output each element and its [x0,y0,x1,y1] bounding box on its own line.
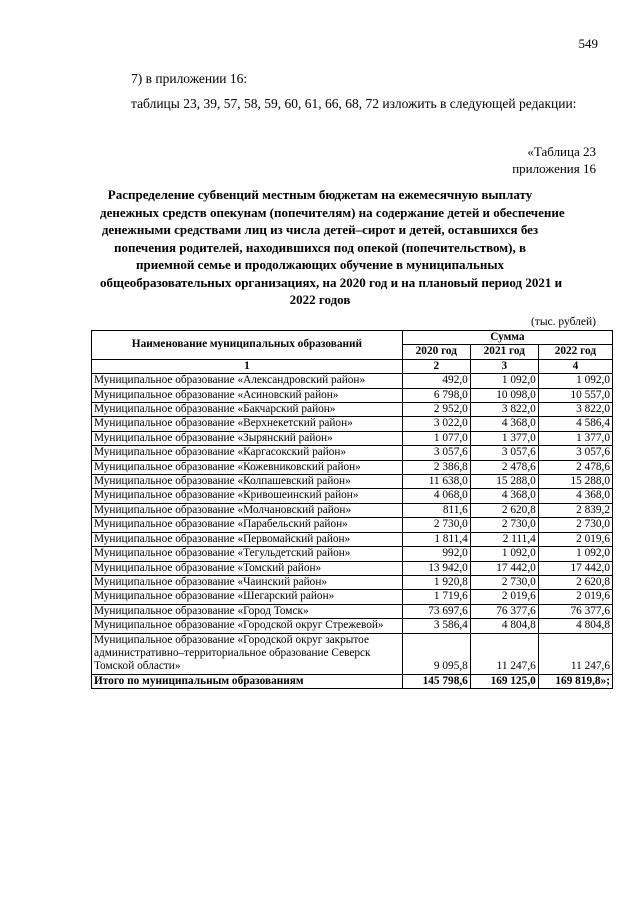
value-2021: 1 377,0 [470,431,538,445]
municipality-name: Муниципальное образование «Верхнекетский район» [92,417,403,431]
value-2021: 3 057,6 [470,446,538,460]
table-row [92,547,613,561]
municipality-name: Муниципальное образование «Зырянский район» [92,431,403,445]
municipality-name: Муниципальное образование «Парабельский район» [92,518,403,532]
value-2020: 1 811,4 [402,532,470,546]
index-cell: 2 [402,359,470,373]
header-sum: Сумма [402,331,612,345]
subvention-table [91,330,613,689]
title-line: попечения родителей, находившихся под опекой (попечительством), в [114,239,526,255]
title-line: Распределение субвенций местным бюджетам на ежемесячную выплату [107,187,533,202]
value-2020: 1 077,0 [402,431,470,445]
value-2022: 2 019,6 [538,532,612,546]
municipality-name: Муниципальное образование «Александровский район» [92,374,403,388]
total-row [92,674,613,688]
value-2020: 3 586,4 [402,619,470,633]
municipality-name: Муниципальное образование «Городской округ Стрежевой» [92,619,403,633]
value-2021: 1 092,0 [470,547,538,561]
table-row [92,446,613,460]
header-2022: 2022 год [538,345,612,359]
value-2022: 4 804,8 [538,619,612,633]
value-2021: 76 377,6 [470,604,538,618]
value-2022: 1 377,0 [538,431,612,445]
table-row [92,460,613,474]
table-reference-appendix: приложения 16 [512,161,596,176]
value-2021: 15 288,0 [470,475,538,489]
value-2020: 4 068,0 [402,489,470,503]
municipality-name: Муниципальное образование «Асиновский район» [92,388,403,402]
header-name: Наименование муниципальных образований [92,331,403,360]
table-row [92,619,613,633]
value-2021: 2 730,0 [470,518,538,532]
municipality-name: Муниципальное образование «Молчановский район» [92,503,403,517]
table-row [92,561,613,575]
value-2022: 2 730,0 [538,518,612,532]
value-2020: 73 697,6 [402,604,470,618]
table-row [92,532,613,546]
intro-line-2: таблицы 23, 39, 57, 58, 59, 60, 61, 66, 68, 72 изложить в следующей редакции: [131,96,577,111]
value-2020: 811,6 [402,503,470,517]
table-row [92,403,613,417]
table-row [92,518,613,532]
total-2021: 169 125,0 [470,674,538,688]
table-row [92,431,613,445]
value-2022: 2 478,6 [538,460,612,474]
municipality-name: Муниципальное образование «Первомайский район» [92,532,403,546]
value-2021: 2 111,4 [470,532,538,546]
municipality-name: Муниципальное образование «Кривошеинский район» [92,489,403,503]
value-2022: 76 377,6 [538,604,612,618]
municipality-name: Муниципальное образование «Тегульдетский район» [92,547,403,561]
title-line: 2022 годов [289,292,351,307]
value-2022: 17 442,0 [538,561,612,575]
title-line: денежными средствами лиц из числа детей–сирот и детей, оставшихся без [101,222,539,237]
value-2020: 492,0 [402,374,470,388]
table-row [92,388,613,402]
value-2021: 11 247,6 [470,633,538,674]
header-2020: 2020 год [402,345,470,359]
value-2022: 3 822,0 [538,403,612,417]
value-2022: 4 368,0 [538,489,612,503]
municipality-name: Муниципальное образование «Колпашевский район» [92,475,403,489]
total-2020: 145 798,6 [402,674,470,688]
value-2020: 6 798,0 [402,388,470,402]
index-cell: 4 [538,359,612,373]
value-2022: 2 019,6 [538,590,612,604]
municipality-name: Муниципальное образование «Бакчарский район» [92,403,403,417]
total-2022: 169 819,8»; [538,674,612,688]
value-2021: 2 730,0 [470,575,538,589]
municipality-name: Муниципальное образование «Городской округ закрытое административно–территориальное образование Северск Томской области» [92,633,403,674]
title-line: приемной семье и продолжающих обучение в муниципальных [136,257,504,272]
table-row [92,374,613,388]
title-line: денежных средств опекунам (попечителям) на содержание детей и обеспечение [100,204,565,220]
table-row [92,417,613,431]
value-2022: 15 288,0 [538,475,612,489]
index-cell: 3 [470,359,538,373]
value-2022: 1 092,0 [538,547,612,561]
value-2022: 11 247,6 [538,633,612,674]
value-2020: 3 022,0 [402,417,470,431]
value-2021: 17 442,0 [470,561,538,575]
intro-line-1: 7) в приложении 16: [131,71,248,86]
value-2022: 2 620,8 [538,575,612,589]
value-2021: 2 620,8 [470,503,538,517]
table-row [92,633,613,674]
value-2022: 4 586,4 [538,417,612,431]
table-reference-number: «Таблица 23 [527,144,596,159]
table-row [92,475,613,489]
value-2021: 1 092,0 [470,374,538,388]
table-row [92,590,613,604]
value-2020: 1 920,8 [402,575,470,589]
municipality-name: Муниципальное образование «Чаинский район» [92,575,403,589]
value-2021: 2 019,6 [470,590,538,604]
municipality-name: Муниципальное образование «Шегарский район» [92,590,403,604]
table-row [92,503,613,517]
value-2021: 4 368,0 [470,489,538,503]
value-2022: 1 092,0 [538,374,612,388]
value-2020: 11 638,0 [402,475,470,489]
document-title [100,186,565,309]
value-2021: 10 098,0 [470,388,538,402]
value-2022: 10 557,0 [538,388,612,402]
page-number: 549 [578,36,598,51]
total-label: Итого по муниципальным образованиям [92,674,403,688]
table-row [92,575,613,589]
value-2020: 9 095,8 [402,633,470,674]
value-2021: 2 478,6 [470,460,538,474]
index-cell: 1 [92,359,403,373]
municipality-name: Муниципальное образование «Каргасокский район» [92,446,403,460]
municipality-name: Муниципальное образование «Город Томск» [92,604,403,618]
value-2022: 2 839,2 [538,503,612,517]
value-2020: 2 730,0 [402,518,470,532]
municipality-name: Муниципальное образование «Кожевниковский район» [92,460,403,474]
title-line: общеобразовательных организациях, на 2020 год и на плановый период 2021 и [100,274,563,290]
header-2021: 2021 год [470,345,538,359]
value-2020: 992,0 [402,547,470,561]
value-2020: 2 386,8 [402,460,470,474]
value-2021: 4 804,8 [470,619,538,633]
value-2022: 3 057,6 [538,446,612,460]
index-row [92,359,613,373]
table-row [92,489,613,503]
value-2020: 2 952,0 [402,403,470,417]
value-2020: 3 057,6 [402,446,470,460]
value-2020: 13 942,0 [402,561,470,575]
units-label: (тыс. рублей) [530,316,596,328]
municipality-name: Муниципальное образование «Томский район» [92,561,403,575]
value-2021: 4 368,0 [470,417,538,431]
table-row [92,604,613,618]
value-2021: 3 822,0 [470,403,538,417]
value-2020: 1 719,6 [402,590,470,604]
